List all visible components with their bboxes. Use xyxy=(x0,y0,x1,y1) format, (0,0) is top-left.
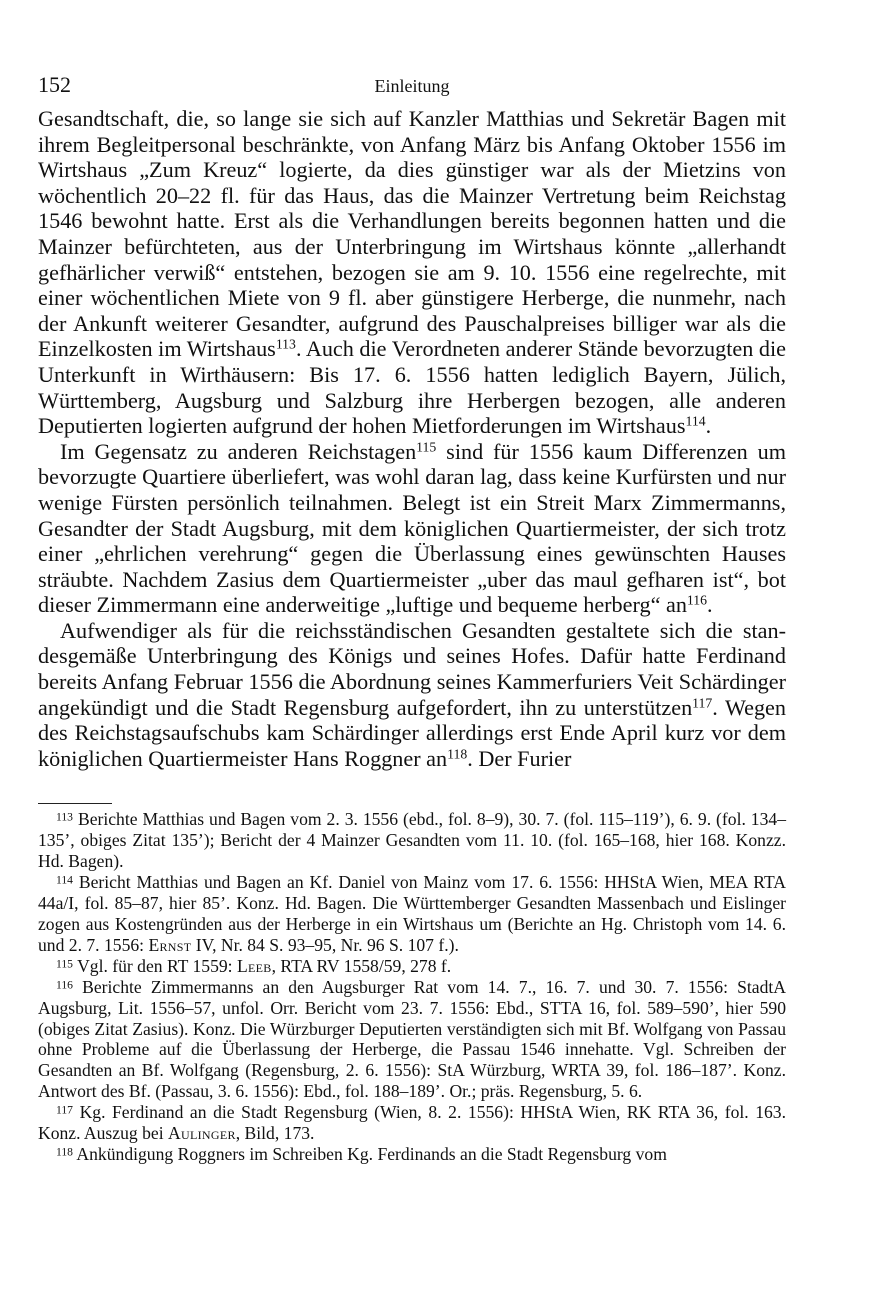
author-name: Ernst xyxy=(148,934,192,955)
footnote-ref[interactable]: 113 xyxy=(275,336,296,352)
footnotes xyxy=(38,809,786,1164)
footnote: $^{118}$ Ankündigung Roggners im Schreiben Kg. Ferdinands an die Stadt Regensburg vom xyxy=(56,1143,667,1164)
footnote: $^{114}$ Bericht Matthias und Bagen an Kf. Daniel von Mainz vom 17. 6. 1556: HHStA Wien, MEA RTA 44a/I, fol. 85–87, hier 85’. Konz. Hd. Bagen. Die Württemberger Gesandten Massenbach und Eislinger zogen aus Kostengründen aus der Herberge in ein Wirtshaus um (Berichte an Hg. Christoph vom 14. 6. und 2. 7. 1556: Ernst IV, Nr. 84 S. 93–95, Nr. 96 S. 107 f.). xyxy=(38,872,786,955)
paragraph: Aufwendiger als für die reichsständischen Gesandten gestaltete sich die standesgemäße Unterbringung des Königs und seines Hofes. Dafür hatte Ferdinand bereits Anfang Februar 1556 die Abordnung seines Kammerfuriers Veit Schärdinger angekündigt und die Stadt Regensburg aufgefordert, ihn zu unterstützen$^{117}$. Wegen des Reichstagsaufschubs kam Schärdinger allerdings erst Ende April kurz vor dem königlichen Quartiermeister Hans Roggner $an^{118}$. Der Furier xyxy=(38,617,786,771)
footnote-ref[interactable]: 117 xyxy=(692,695,713,711)
footnote: $^{117}$ Kg. Ferdinand an die Stadt Regensburg (Wien, 8. 2. 1556): HHStA Wien, RK RTA 36, fol. 163. Konz. Auszug bei Aulinger, Bild, 173. xyxy=(38,1102,786,1144)
page-number: 152 xyxy=(38,72,71,97)
author-name: Aulinger xyxy=(167,1123,236,1144)
document-page xyxy=(38,72,786,1165)
footnote-number: 114 xyxy=(56,873,73,887)
main-text xyxy=(38,106,786,771)
page-header xyxy=(38,72,786,106)
running-head: Einleitung xyxy=(374,76,450,96)
footnote-number: 113 xyxy=(56,810,73,824)
paragraph: Im Gegensatz zu anderen Reichstagen$^{115}$ sind für 1556 kaum Differenzen um bevorzugte Quartiere überliefert, was wohl daran lag, dass keine Kurfürsten und nur wenige Fürsten persönlich teilnahmen. Belegt ist ein Streit Marx Zimmermanns, Gesandter der Stadt Augsburg, mit dem königlichen Quartiermeister, der sich trotz einer „ehrlichen verehrung“ gegen die Überlassung eines gewünschten Hauses sträubte. Nachdem Zasius dem Quartiermeister „uber das maul gefharen ist“, bot dieser Zimmermann eine anderweitige „luftige und bequeme herberg“ $an^{116}$. xyxy=(38,438,786,618)
footnote-divider xyxy=(38,803,112,804)
footnote-ref[interactable]: 118 xyxy=(447,746,468,762)
footnote: $^{113}$ Berichte Matthias und Bagen vom 2. 3. 1556 (ebd., fol. 8–9), 30. 7. (fol. 115–119’), 6. 9. (fol. 134–135’, obiges Zitat 135’); Bericht der 4 Mainzer Gesandten vom 11. 10. (fol. 165–168, hier 168. Konzz. Hd. Bagen). xyxy=(38,809,786,872)
author-name: Leeb xyxy=(236,955,272,976)
footnote: $^{115}$ Vgl. für den RT 1559: Leeb, RTA RV 1558/59, 278 f. xyxy=(56,955,452,976)
footnote-number: 116 xyxy=(56,978,73,992)
footnote-number: 118 xyxy=(56,1145,73,1159)
footnote-ref[interactable]: 114 xyxy=(685,413,706,429)
footnote-ref[interactable]: 115 xyxy=(416,439,437,455)
footnote-number: 117 xyxy=(56,1103,73,1117)
paragraph: Gesandtschaft, die, so lange sie sich auf Kanzler Matthias und Sekretär Bagen mit ihrem Begleitpersonal beschränkte, von Anfang März bis Anfang Oktober 1556 im Wirtshaus „Zum Kreuz“ logierte, da dies günstiger war als der Mietzins von wöchentlich 20–22 fl. für das Haus, das die Mainzer Vertretung beim Reichstag 1546 bewohnt hatte. Erst als die Verhandlungen bereits begonnen hatten und die Mainzer befürchteten, aus der Unterbringung im Wirtshaus könnte „allerhandt gefhärlicher verwiß“ entstehen, bezogen sie am 9. 10. 1556 eine regelrechte, mit einer wöchentlichen Miete von 9 fl. aber günstigere Herberge, die nunmehr, nach der Ankunft weiterer Gesandter, aufgrund des Pauschalpreises billiger war als die Einzelkosten im Wirtshaus$^{113}$. Auch die Verordneten anderer Stände bevorzugten die Unterkunft in Wirthäusern: Bis 17. 6. 1556 hatten lediglich Bayern, Jülich, Württemberg, Augsburg und Salzburg ihre Herbergen bezogen, alle anderen Deputierten logierten aufgrund der hohen Mietforderungen im Wirtshaus$^{114}$. xyxy=(38,106,786,439)
footnote-ref[interactable]: 116 xyxy=(686,592,708,608)
footnote-number: 115 xyxy=(56,957,73,971)
footnote: $^{116}$ Berichte Zimmermanns an den Augsburger Rat vom 14. 7., 16. 7. und 30. 7. 1556: StadtA Augsburg, Lit. 1556–57, unfol. Orr. Bericht vom 23. 7. 1556: Ebd., STTA 16, fol. 589–590’, hier 590 (obiges Zitat Zasius). Konz. Die Würzburger Deputierten verständigten sich mit Bf. Wolfgang von Passau ohne Probleme auf die Überlassung der Herberge, die Passau 1546 innehatte. Vgl. Schreiben der Gesandten an Bf. Wolfgang (Regensburg, 2. 6. 1556): StA Würzburg, WRTA 39, fol. 186–187’. Konz. Antwort des Bf. (Passau, 3. 6. 1556): Ebd., fol. 188–189’. Or.; präs. Regensburg, 5. 6. xyxy=(38,976,786,1102)
